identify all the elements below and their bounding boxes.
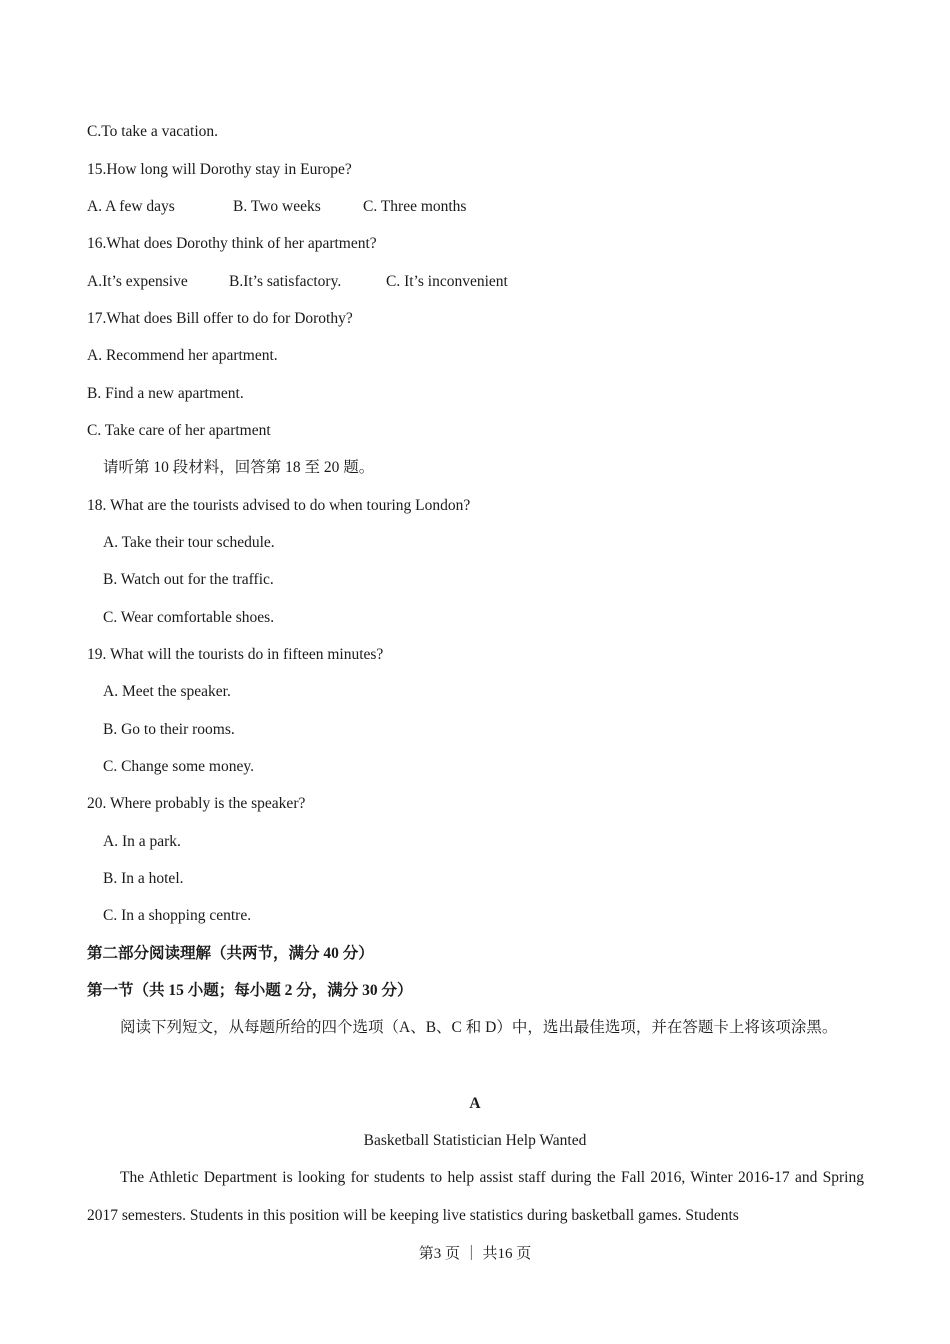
q15-option-c: C. Three months (363, 198, 467, 215)
q17-option-c: C. Take care of her apartment (87, 422, 271, 439)
q18-option-c: C. Wear comfortable shoes. (103, 609, 275, 626)
question-20: 20. Where probably is the speaker? (87, 795, 306, 812)
q16-option-b: B.It’s satisfactory. (229, 273, 342, 290)
q19-option-b: B. Go to their rooms. (103, 721, 235, 738)
reading-instructions (87, 1009, 864, 1047)
q16-option-a: A.It’s expensive (87, 273, 188, 290)
q18-option-a: A. Take their tour schedule. (103, 534, 275, 551)
passage-paragraph: The Athletic Department is looking for students to help assist staff during the Fall 2016, Winter 2016-17 and Spring 2017 semesters. Students in this position will be keeping live statistics during basketball games. Students (87, 1169, 864, 1224)
question-18: 18. What are the tourists advised to do when touring London? (87, 497, 471, 514)
q20-option-a: A. In a park. (103, 833, 181, 850)
q19-option-a: A. Meet the speaker. (103, 683, 231, 700)
q17-option-a: A. Recommend her apartment. (87, 347, 278, 364)
part-2-heading: 第二部分阅读理解（共两节，满分 40 分） (87, 945, 374, 962)
passage-title: Basketball Statistician Help Wanted (363, 1132, 587, 1149)
page-footer: 第3 页 ｜ 共16 页 (418, 1246, 532, 1262)
passage-label: A (469, 1095, 481, 1112)
q20-option-b: B. In a hotel. (103, 870, 184, 887)
question-19: 19. What will the tourists do in fifteen minutes? (87, 646, 384, 663)
section-1-heading: 第一节（共 15 小题；每小题 2 分，满分 30 分） (87, 982, 413, 999)
question-15-options (87, 197, 466, 217)
q15-option-b: B. Two weeks (233, 198, 321, 215)
q17-option-b: B. Find a new apartment. (87, 385, 244, 402)
q16-option-c: C. It’s inconvenient (386, 273, 508, 290)
question-17: 17.What does Bill offer to do for Dorothy? (87, 310, 353, 327)
listening-instruction-10: 请听第 10 段材料，回答第 18 至 20 题。 (103, 459, 375, 476)
q15-option-a: A. A few days (87, 198, 175, 215)
question-16: 16.What does Dorothy think of her apartment? (87, 235, 377, 252)
q19-option-c: C. Change some money. (103, 758, 254, 775)
q20-option-c: C. In a shopping centre. (103, 907, 252, 924)
reading-instructions-text: 阅读下列短文，从每题所给的四个选项（A、B、C 和 D）中，选出最佳选项，并在答题卡上将该项涂黑。 (120, 1019, 838, 1036)
q18-option-b: B. Watch out for the traffic. (103, 571, 274, 588)
question-15: 15.How long will Dorothy stay in Europe? (87, 161, 352, 178)
question-16-options (87, 272, 508, 292)
passage-body (87, 1159, 864, 1234)
q14-option-c: C.To take a vacation. (87, 123, 219, 140)
